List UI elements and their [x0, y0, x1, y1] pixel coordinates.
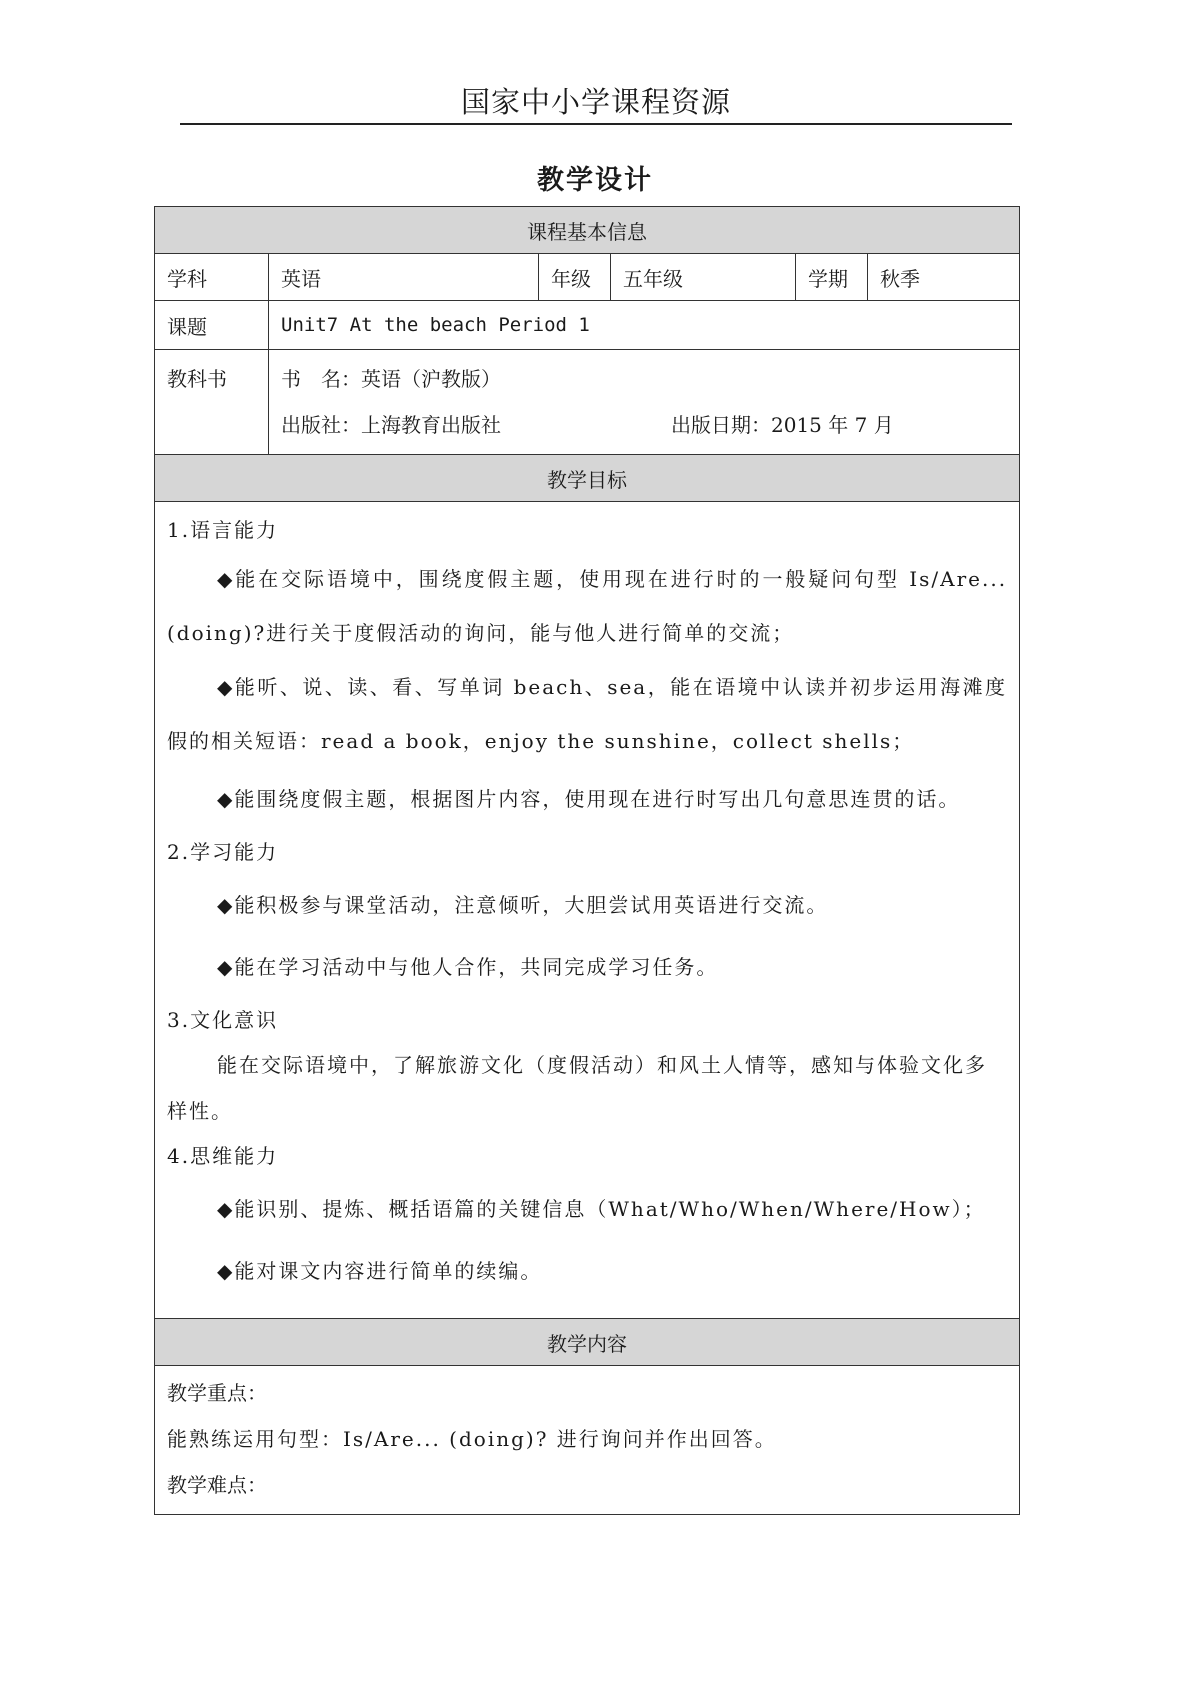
topic-label: 课题 — [155, 301, 269, 350]
language-heading: 1.语言能力 — [167, 518, 279, 542]
publish-date: 出版日期：2015 年 7 月 — [671, 413, 894, 437]
key-point-label: 教学重点： — [167, 1381, 267, 1405]
language-item: ◆能听、说、读、看、写单词 beach、sea，能在语境中认读并初步运用海滩度假的相关短语：read a book，enjoy the sunshine，collect shells； — [167, 675, 1008, 753]
key-point-text: 能熟练运用句型：Is/Are... (doing)? 进行询问并作出回答。 — [167, 1427, 777, 1451]
textbook-info — [269, 350, 1020, 455]
grade-value: 五年级 — [611, 254, 796, 301]
publisher: 出版社：上海教育出版社 — [281, 413, 501, 437]
term-label: 学期 — [796, 254, 868, 301]
document-title: 教学设计 — [537, 165, 653, 196]
learning-item: ◆能在学习活动中与他人合作，共同完成学习任务。 — [217, 955, 719, 979]
goals-body — [155, 502, 1020, 1319]
thinking-item: ◆能对课文内容进行简单的续编。 — [217, 1259, 543, 1283]
subject-label: 学科 — [155, 254, 269, 301]
term-value: 秋季 — [868, 254, 1020, 301]
subject-value: 英语 — [269, 254, 539, 301]
learning-item: ◆能积极参与课堂活动，注意倾听，大胆尝试用英语进行交流。 — [217, 893, 829, 917]
difficulty-label: 教学难点： — [167, 1473, 267, 1497]
site-title: 国家中小学课程资源 — [460, 85, 731, 119]
thinking-item: ◆能识别、提炼、概括语篇的关键信息（What/Who/When/Where/How）； — [217, 1197, 986, 1221]
thinking-heading: 4.思维能力 — [167, 1144, 279, 1168]
content-section-title: 教学内容 — [155, 1319, 1020, 1366]
learning-heading: 2.学习能力 — [167, 840, 279, 864]
lesson-design-table — [154, 206, 1020, 1515]
textbook-label: 教科书 — [155, 350, 269, 455]
goals-section-title: 教学目标 — [155, 455, 1020, 502]
culture-heading: 3.文化意识 — [167, 1008, 279, 1032]
grade-label: 年级 — [539, 254, 611, 301]
culture-text: 能在交际语境中，了解旅游文化（度假活动）和风土人情等，感知与体验文化多样性。 — [167, 1053, 987, 1123]
book-name: 书 名：英语（沪教版） — [281, 367, 501, 391]
header-divider — [180, 123, 1012, 125]
content-body — [155, 1366, 1020, 1515]
language-item: ◆能在交际语境中，围绕度假主题，使用现在进行时的一般疑问句型 Is/Are... (doing)?进行关于度假活动的询问，能与他人进行简单的交流； — [167, 567, 1008, 645]
basic-info-section-title: 课程基本信息 — [155, 207, 1020, 254]
language-item: ◆能围绕度假主题，根据图片内容，使用现在进行时写出几句意思连贯的话。 — [217, 787, 961, 811]
topic-value: Unit7 At the beach Period 1 — [269, 301, 1020, 350]
